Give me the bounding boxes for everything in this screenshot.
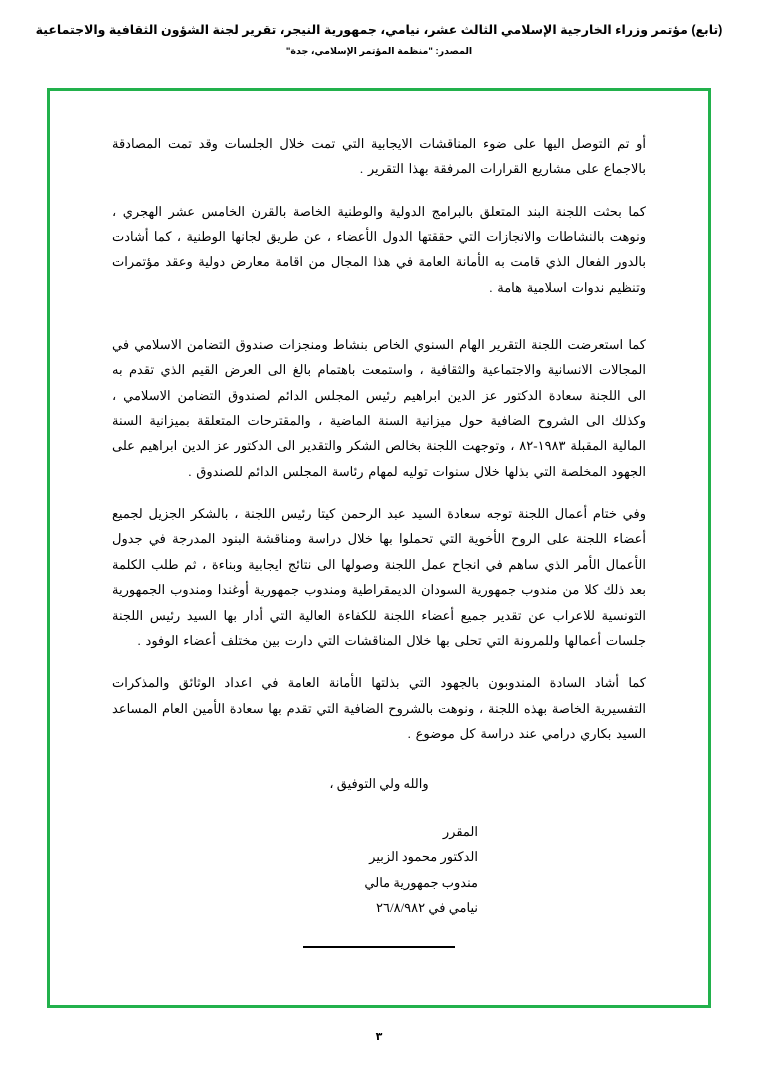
document-body [50, 91, 708, 948]
header-title: (تابع) مؤتمر وزراء الخارجية الإسلامي الثالث عشر، نيامي، جمهورية النيجر، تقرير لجنة الشؤون الثقافية والاجتماعية [35, 23, 723, 37]
closing-line: والله ولي التوفيق ، [329, 776, 429, 792]
signature-line: نيامي في ٢٦/٨/٩٨٢ [376, 899, 478, 915]
signature-line: المقرر [442, 823, 478, 839]
page-footer [0, 1030, 758, 1043]
paragraph: كما أشاد السادة المندوبون بالجهود التي بذلتها الأمانة العامة في اعداد الوثائق والمذكرات التفسيرية الخاصة بهذه اللجنة ، ونوهت بالشروح الضافية التي تقدم بها سعادة الأمين العام المساعد السيد بكاري درامي عند دراسة كل موضوع . [112, 675, 646, 741]
green-border-frame [47, 88, 711, 1008]
paragraph: وفي ختام أعمال اللجنة توجه سعادة السيد عبد الرحمن كيتا رئيس اللجنة ، بالشكر الجزيل لجميع أعضاء اللجنة على الروح الأخوية التي تحملوا بها خلال دراسة ومناقشة البنود المدرجة في جدول الأعمال الأمر الذي ساهم في انجاح عمل اللجنة وصولها الى نتائج ايجابية وبناءة ، ثم طلب الكلمة بعد ذلك كلا من مندوب جمهورية السودان الديمقراطية ومندوب جمهورية أوغندا ومندوب الجمهورية التونسية للاعراب عن تقدير جميع أعضاء اللجنة للكفاءة العالية التي أدار بها السيد رئيس اللجنة جلسات أعمالها وللمرونة التي تحلى بها خلال المناقشات التي دارت بين مختلف أعضاء الوفود . [112, 506, 646, 648]
paragraph: كما استعرضت اللجنة التقرير الهام السنوي الخاص بنشاط ومنجزات صندوق التضامن الاسلامي في المجالات الانسانية والاجتماعية والثقافية ، واستمعت باهتمام بالغ الى العرض القيم الذي تقدم به الى اللجنة سعادة الدكتور عز الدين ابراهيم رئيس المجلس الدائم لصندوق التضامن الاسلامي ، وكذلك الى الشروح الضافية حول ميزانية السنة الماضية ، والمقترحات المتعلقة بميزانية السنة المالية المقبلة ١٩٨٣-٨٢ ، وتوجهت اللجنة بخالص الشكر والتقدير الى الدكتور عز الدين ابراهيم على الجهود المخلصة التي بذلها خلال سنوات توليه لمهام رئاسة المجلس الدائم للصندوق . [112, 337, 646, 479]
signature-block [112, 819, 646, 920]
signature-line: الدكتور محمود الزبير [369, 849, 478, 865]
signature-line: مندوب جمهورية مالي [364, 874, 478, 890]
horizontal-rule [303, 946, 455, 948]
header-source: المصدر: "منظمة المؤتمر الإسلامي، جدة" [285, 45, 473, 57]
page-header [0, 0, 758, 57]
paragraph: أو تم التوصل اليها على ضوء المناقشات الايجابية التي تمت خلال الجلسات وقد تمت المصادقة بالاجماع على مشاريع القرارات المرفقة بهذا التقرير . [112, 136, 646, 177]
paragraph: كما بحثت اللجنة البند المتعلق بالبرامج الدولية والوطنية الخاصة بالقرن الخامس عشر الهجري ، ونوهت بالنشاطات والانجازات التي حققتها الدول الأعضاء ، عن طريق لجانها الوطنية ، كما أشادت بالدور الفعال الذي قامت به الأمانة العامة في هذا المجال من اقامة معارض دولية وعقد مؤتمرات وتنظيم ندوات اسلامية هامة . [112, 203, 646, 295]
page-number: ٣ [375, 1031, 383, 1043]
